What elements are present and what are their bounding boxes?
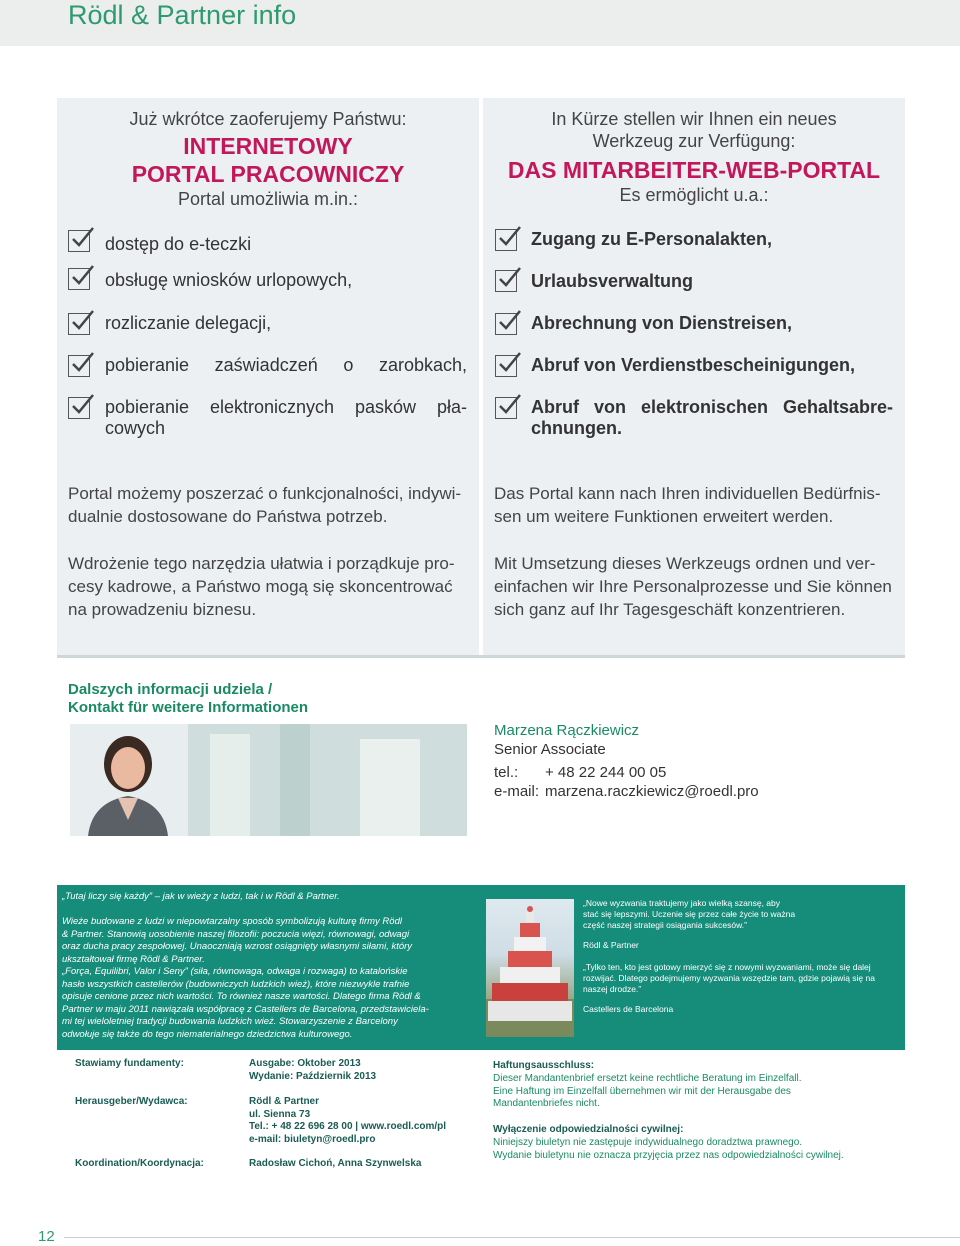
text-line: Das Portal kann nach Ihren individuellen Bedürfnis- [494,484,881,503]
right-paragraph-2 [494,552,892,621]
text-line: „Força, Equilibri, Valor i Seny” (siła, równowaga, odwaga i rozwaga) to katalońskie [62,966,408,977]
text-line: Wydanie: Październik 2013 [249,1070,377,1082]
text-line: einfachen wir Ihre Personalprozesse und Sie können [494,577,892,596]
text-line: sich ganz auf Ihr Tagesgeschäft konzentrieren. [494,600,846,619]
human-tower-photo [486,899,574,1037]
text-line: dualnie dostosowane do Państwa potrzeb. [68,507,388,526]
checkbox-icon [68,313,90,335]
text-line: Wieże budowane z ludzi w niepowtarzalny sposób symbolizują kulturę firmy Rödl [62,916,402,927]
section-divider [57,655,905,658]
text-line: Eine Haftung im Einzelfall übernehmen wir mit der Herausgabe des [493,1085,791,1097]
contact-title-line: Kontakt für weitere Informationen [68,699,309,716]
text-line: naszej drodze.” [583,984,642,994]
left-paragraph-1 [68,482,461,528]
left-intro-line2: Portal umożliwia m.in.: [177,189,359,209]
footer-email-link[interactable]: e-mail: biuletyn@roedl.pro [249,1133,376,1145]
text-line: Mit Umsetzung dieses Werkzeugs ordnen und ver- [494,554,876,573]
disclaimer-de-text [493,1073,802,1111]
banner-quote-3 [583,962,875,995]
text-line: hasło wszystkich castellerów (budowniczych ludzkich wież), które niezwykle trafnie [62,978,410,990]
contact-photo [70,724,467,836]
contact-title-line: Dalszych informacji udziela / [68,681,273,698]
text-line: stać się lepszymi. Uczenie się przez całe życie to ważna [583,909,796,919]
banner-body [62,916,472,1041]
banner-attribution-1: Rödl & Partner [583,940,639,950]
left-list-item-cont: cowych [105,418,166,438]
disclaimer-pl-text [493,1137,844,1162]
right-list-item-cont: chnungen. [531,418,622,438]
right-headline: DAS MITARBEITER-WEB-PORTAL [507,157,881,183]
text-line: „Tylko ten, kto jest gotowy mierzyć się z nowymi wyzwaniami, może się dalej [583,962,871,972]
contact-email-label: e-mail: [494,783,540,800]
left-list-item: obsługę wniosków urlopowych, [105,270,353,290]
portrait-illustration [70,724,467,836]
right-list-item: Zugang zu E-Personalakten, [531,229,773,249]
contact-tel-label: tel.: [494,764,519,781]
text-line: Partner w maju 2011 nawiązała współpracę z Castellers de Barcelona, przedstawiciela- [62,1003,429,1015]
banner-quote: „Tutaj liczy się każdy” – jak w wieży z ludzi, tak i w Rödl & Partner. [62,891,340,902]
contact-email-link[interactable]: marzena.raczkiewicz@roedl.pro [545,783,759,800]
left-list-item: pobieranie zaświadczeń o zarobkach, [105,355,467,375]
left-list-item: rozliczanie delegacji, [105,313,272,333]
text-line: na prowadzeniu biznesu. [68,600,257,619]
text-line: Rödl & Partner [249,1096,320,1107]
right-list-item: Urlaubsverwaltung [531,271,694,291]
right-intro [483,108,905,206]
right-intro-line3: Es ermöglicht u.a.: [619,185,769,205]
checkbox-icon [495,397,517,419]
left-intro [57,108,479,210]
checkbox-icon [68,268,90,290]
text-line: Dieser Mandantenbrief ersetzt keine rechtliche Beratung im Einzelfall. [493,1073,802,1084]
footer-label-publisher: Herausgeber/Wydawca: [75,1096,188,1107]
footer-coordinators: Radosław Cichoń, Anna Szynwelska [249,1158,422,1169]
text-line: Portal możemy poszerzać o funkcjonalności, indywi- [68,484,462,503]
human-tower-illustration [486,899,574,1037]
right-list-item: Abruf von elektronischen Gehaltsabre- [531,397,893,417]
banner-quote-2 [583,898,795,931]
text-line: odwołuje się także do tego niematerialnego dziedzictwa kulturowego. [62,1028,353,1040]
checkbox-icon [495,270,517,292]
page-title: Rödl & Partner info [68,0,297,30]
right-intro-line1: In Kürze stellen wir Ihnen ein neues [551,109,837,129]
left-list-item: pobieranie elektronicznych pasków pła- [105,397,467,417]
left-list-item: dostęp do e-teczki [105,234,252,254]
right-intro-line2: Werkzeug zur Verfügung: [592,131,796,151]
right-list-item: Abrechnung von Dienstreisen, [531,313,793,333]
checkbox-icon [68,230,90,252]
text-line: Niniejszy biuletyn nie zastępuje indywidualnego doradztwa prawnego. [493,1137,803,1148]
text-line: część naszej strategii osiągania sukcesów.” [583,920,747,930]
contact-title [68,681,308,717]
checkbox-icon [68,355,90,377]
page-footer-line [64,1237,960,1238]
text-line: Wydanie biuletynu nie oznacza przyjęcia przez nas odpowiedzialności cywilnej. [493,1149,844,1161]
disclaimer-de-title: Haftungsausschluss: [493,1060,595,1071]
text-line: opisuje cenione przez nich wartości. To również nasze wartości. Dlatego firma Rödl & [62,991,421,1002]
left-headline2: PORTAL PRACOWNICZY [131,161,405,187]
footer-label-coordination: Koordination/Koordynacja: [75,1158,204,1169]
text-line: sen um weitere Funktionen erweitert werden. [494,507,834,526]
disclaimer-pl-title: Wyłączenie odpowiedzialności cywilnej: [493,1124,684,1135]
text-line: Ausgabe: Oktober 2013 [249,1058,361,1069]
contact-role: Senior Associate [494,741,606,758]
contact-name: Marzena Rączkiewicz [494,722,640,739]
contact-tel-value[interactable]: + 48 22 244 00 05 [545,764,667,781]
left-headline1: INTERNETOWY [183,133,353,159]
footer-publisher [249,1096,446,1146]
checkbox-icon [495,229,517,251]
text-line: mi tej wieloletniej tradycji budowania ludzkich wież. Stowarzyszenie z Barcelony [62,1016,398,1027]
footer-edition [249,1058,376,1083]
checkbox-icon [68,397,90,419]
right-list-item: Abruf von Verdienstbescheinigungen, [531,355,856,375]
footer-contact-link[interactable]: Tel.: + 48 22 696 28 00 | www.roedl.com/pl [249,1121,447,1132]
banner-attribution-2: Castellers de Barcelona [583,1004,674,1014]
checkbox-icon [495,355,517,377]
text-line: & Partner. Stanowią uosobienie naszej filozofii: poczucia więzi, równowagi, odwagi [62,928,410,940]
text-line: oraz ducha pracy zespołowej. Unaoczniają wzrost osiągnięty własnymi siłami, który [62,941,413,952]
right-paragraph-1 [494,482,881,528]
text-line: rozwijać. Dlatego podejmujemy wyzwania wszędzie tam, gdzie pojawią się na [583,973,875,983]
text-line: cesy kadrowe, a Państwo mogą się skoncentrować [68,577,453,596]
text-line: Wdrożenie tego narzędzia ułatwia i porządkuje pro- [68,554,455,573]
checkbox-icon [495,313,517,335]
left-intro-line1: Już wkrótce zaoferujemy Państwu: [129,109,407,129]
text-line: ukształtował firmę Rödl & Partner. [62,953,205,965]
text-line: „Nowe wyzwania traktujemy jako wielką szansę, aby [583,898,780,908]
page-number: 12 [38,1228,55,1245]
left-paragraph-2 [68,552,454,621]
text-line: ul. Sienna 73 [249,1108,311,1120]
text-line: Mandantenbriefes nicht. [493,1098,600,1109]
footer-label-foundations: Stawiamy fundamenty: [75,1058,184,1069]
